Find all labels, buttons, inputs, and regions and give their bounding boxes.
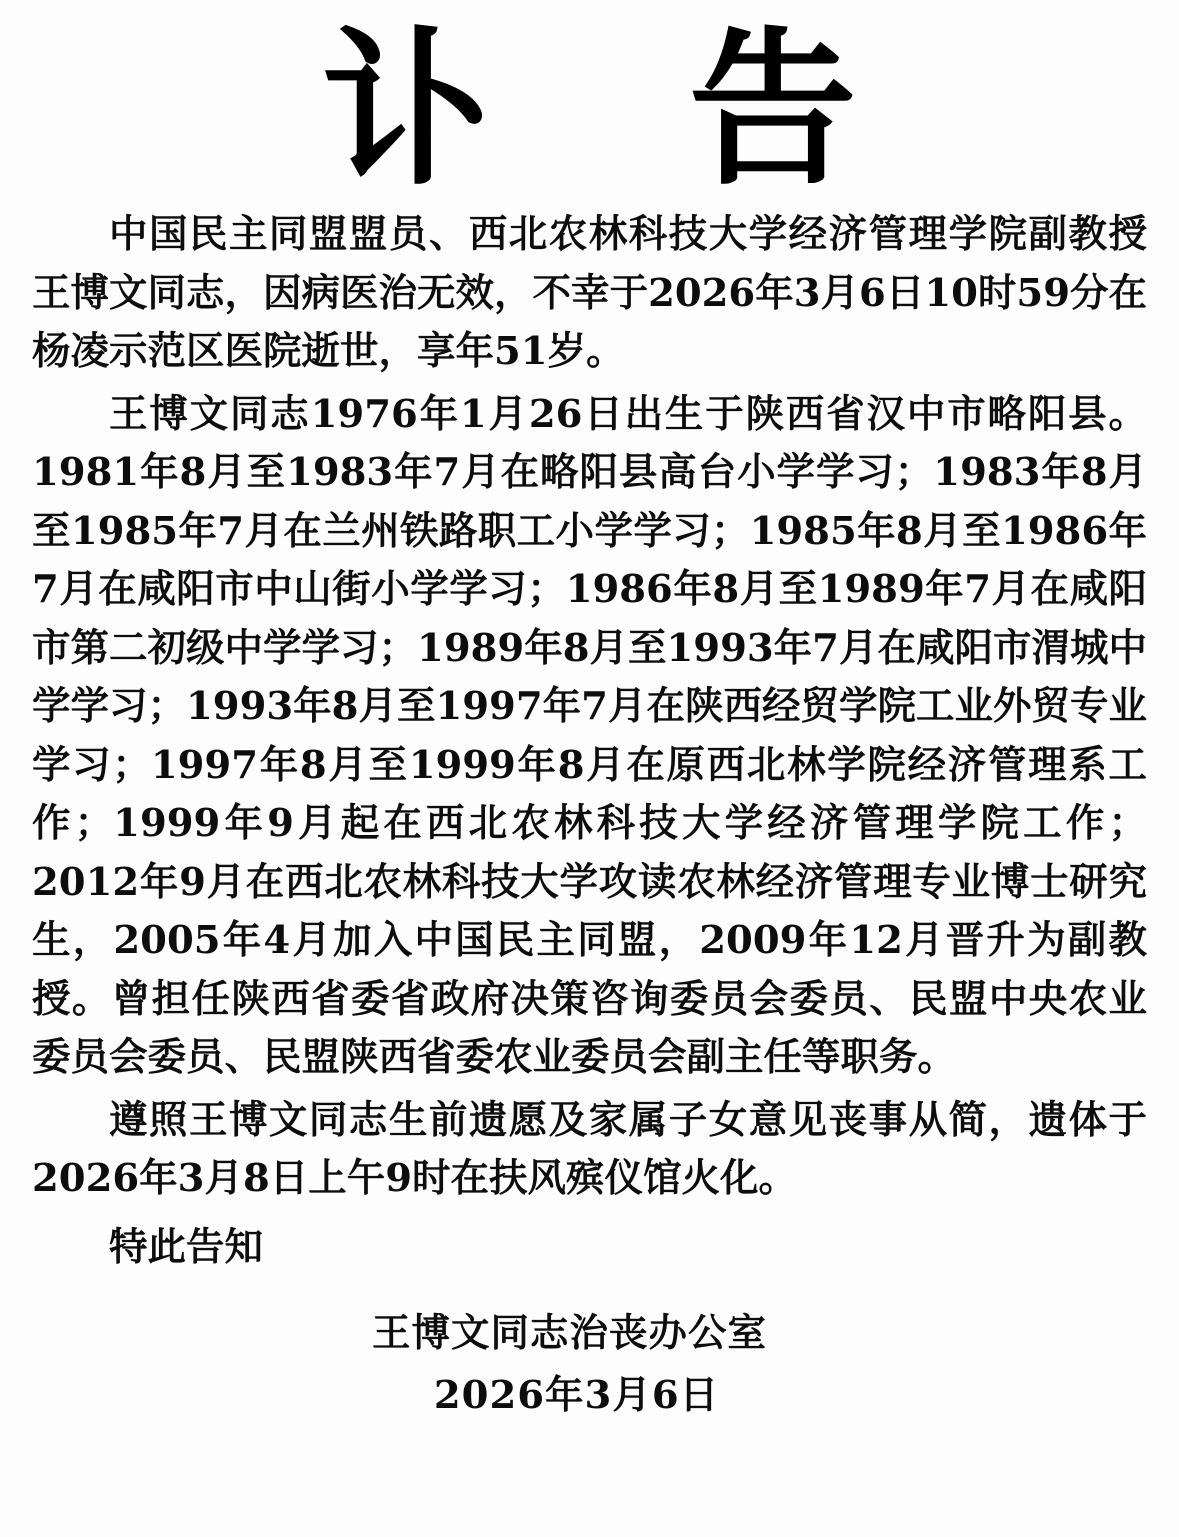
page-title: 讣 告 [322,12,927,208]
paragraph-closing-notice: 特此告知 [109,1224,264,1270]
paragraph-death-notice: 中国民主同盟盟员、西北农林科技大学经济管理学院副教授王博文同志，因病医治无效，不幸于2026年3月6日10时59分在杨凌示范区医院逝世，享年51岁。 [32,212,1147,375]
signature-block [26,1303,1153,1426]
paragraph-funeral-arrangements: 遵照王博文同志生前遗愿及家属子女意见丧事从简，遗体于2026年3月8日上午9时在扶风殡仪馆火化。 [32,1097,1147,1202]
signature-date: 2026年3月6日 [433,1373,720,1419]
paragraph-biography: 王博文同志1976年1月26日出生于陕西省汉中市略阳县。1981年8月至1983年7月在略阳县高台小学学习；1983年8月至1985年7月在兰州铁路职工小学学习；1985年8月至1986年7月在咸阳市中山街小学学习；1986年8月至1989年7月在咸阳市第二初级中学学习；1989年8月至1993年7月在咸阳市渭城中学学习；1993年8月至1997年7月在陕西经贸学院工业外贸专业学习；1997年8月至1999年8月在原西北林学院经济管理系工作；1999年9月起在西北农林科技大学经济管理学院工作；2012年9月在西北农林科技大学攻读农林经济管理专业博士研究生，2005年4月加入中国民主同盟，2009年12月晋升为副教授。曾担任陕西省委省政府决策咨询委员会委员、民盟中央农业委员会委员、民盟陕西省委农业委员会副主任等职务。 [32,391,1147,1081]
signature-office: 王博文同志治丧办公室 [371,1311,767,1357]
